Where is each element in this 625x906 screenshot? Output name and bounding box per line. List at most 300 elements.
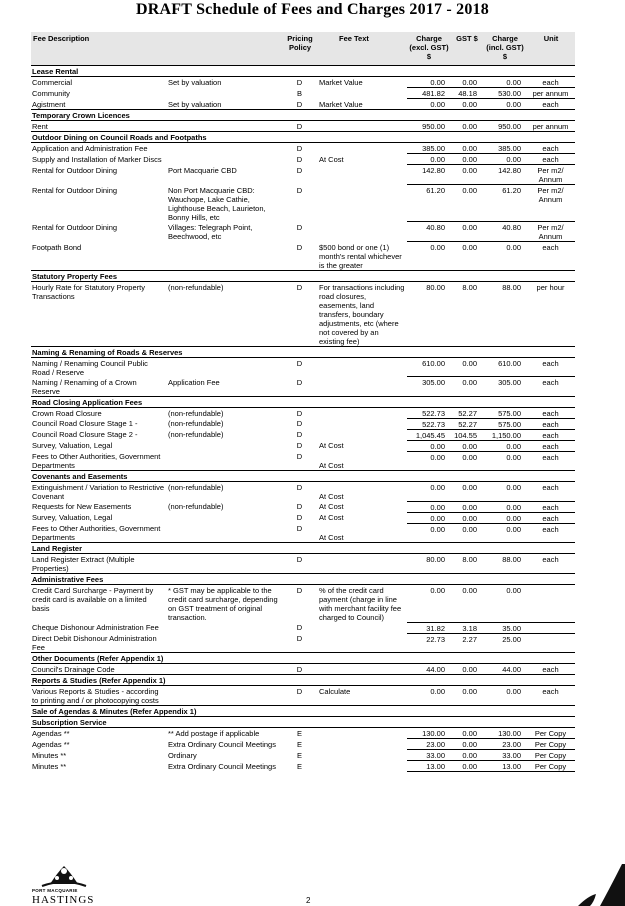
fee-description: Naming / Renaming of a Crown Reserve xyxy=(32,377,137,396)
charge-excl-gst: 1,045.45 xyxy=(407,429,451,440)
fee-description-detail xyxy=(167,143,285,154)
fee-text xyxy=(315,750,407,761)
gst-amount: 3.18 xyxy=(451,622,483,633)
unit: each xyxy=(527,429,575,440)
charge-excl-gst: 13.00 xyxy=(407,761,451,772)
gst-amount: 0.00 xyxy=(451,664,483,675)
fee-description: Hourly Rate for Statutory Property Transactions xyxy=(32,282,145,301)
fee-description: Extinguishment / Variation to Restrictive Covenant xyxy=(32,483,165,501)
unit: Per m2/ Annum xyxy=(527,165,575,185)
gst-amount: 48.18 xyxy=(451,88,483,99)
table-row xyxy=(31,622,575,633)
fee-description-detail: Port Macquarie CBD xyxy=(168,165,237,175)
pricing-policy: B xyxy=(297,88,303,98)
fee-description-detail xyxy=(167,622,285,633)
table-row xyxy=(31,418,575,429)
table-row xyxy=(31,482,575,502)
charge-excl-gst: 522.73 xyxy=(407,407,451,418)
charge-excl-gst: 481.82 xyxy=(407,88,451,99)
fee-description: Commercial xyxy=(32,78,73,87)
section-title: Naming & Renaming of Roads & Reserves xyxy=(31,346,575,357)
unit: each xyxy=(527,143,575,154)
table-row xyxy=(31,554,575,574)
pricing-policy: D xyxy=(296,513,303,522)
charge-excl-gst: 0.00 xyxy=(407,154,451,165)
unit: each xyxy=(527,418,575,429)
fee-description-detail: Ordinary xyxy=(168,750,197,760)
section-title: Subscription Service xyxy=(31,717,575,728)
fee-description-detail xyxy=(167,440,285,451)
fee-description: Minutes ** xyxy=(32,761,67,771)
gst-amount: 0.00 xyxy=(451,165,483,185)
table-row xyxy=(31,121,575,132)
pricing-policy: D xyxy=(296,242,303,252)
gst-amount: 0.00 xyxy=(451,761,483,772)
charge-incl-gst: 0.00 xyxy=(483,242,527,271)
fee-description: Requests for New Easements xyxy=(32,502,132,511)
page-title: DRAFT Schedule of Fees and Charges 2017 - 2018 xyxy=(136,1,489,18)
fee-description-detail xyxy=(167,686,285,706)
fee-text xyxy=(315,554,407,574)
charge-incl-gst: 23.00 xyxy=(483,739,527,750)
fee-text xyxy=(315,633,407,653)
charge-incl-gst: 35.00 xyxy=(483,622,527,633)
table-row xyxy=(31,222,575,242)
pricing-policy: D xyxy=(296,665,303,674)
table-row xyxy=(31,761,575,772)
pricing-policy: D xyxy=(296,377,303,387)
fee-text: $500 bond or one (1) month's rental whichever is the greater xyxy=(319,242,402,270)
fee-description-detail xyxy=(167,357,285,377)
unit xyxy=(527,585,575,623)
charge-excl-gst: 80.00 xyxy=(407,281,451,346)
charge-incl-gst: 575.00 xyxy=(483,407,527,418)
charge-incl-gst: 130.00 xyxy=(483,728,527,739)
gst-amount: 0.00 xyxy=(451,523,483,543)
table-row xyxy=(31,633,575,653)
council-logo xyxy=(28,862,98,906)
section-header-row xyxy=(31,706,575,717)
table-row xyxy=(31,377,575,397)
charge-excl-gst: 0.00 xyxy=(407,501,451,512)
charge-excl-gst: 22.73 xyxy=(407,633,451,653)
table-row xyxy=(31,512,575,523)
table-row xyxy=(31,165,575,185)
unit xyxy=(527,633,575,653)
charge-excl-gst: 142.80 xyxy=(407,165,451,185)
fee-description-detail xyxy=(167,512,285,523)
pricing-policy: D xyxy=(296,122,303,131)
unit: Per Copy xyxy=(527,728,575,739)
fee-text xyxy=(315,88,407,99)
fee-description: Land Register Extract (Multiple Properties) xyxy=(32,555,135,573)
fee-description: Rental for Outdoor Dining xyxy=(32,185,118,195)
charge-excl-gst: 0.00 xyxy=(407,242,451,271)
unit: each xyxy=(527,512,575,523)
unit: each xyxy=(527,664,575,675)
gst-amount: 0.00 xyxy=(451,121,483,132)
fee-text: For transactions including road closures, easements, land transfers, boundary adjustments, etc (where not covered by an existing fee) xyxy=(319,282,405,346)
gst-amount: 0.00 xyxy=(451,728,483,739)
section-title: Covenants and Easements xyxy=(31,471,575,482)
table-row xyxy=(31,154,575,165)
fee-description: Survey, Valuation, Legal xyxy=(32,441,113,450)
fee-description: Agendas ** xyxy=(32,739,70,749)
table-row xyxy=(31,357,575,377)
gst-amount: 8.00 xyxy=(451,281,483,346)
fee-description: Council Road Closure Stage 2 - xyxy=(32,430,138,439)
fee-description: Cheque Dishonour Administration Fee xyxy=(32,623,159,632)
unit: each xyxy=(527,482,575,502)
pricing-policy: D xyxy=(296,687,303,696)
gst-amount: 104.55 xyxy=(451,429,483,440)
gst-amount: 0.00 xyxy=(451,154,483,165)
gst-amount: 0.00 xyxy=(451,77,483,88)
charge-incl-gst: 1,150.00 xyxy=(483,429,527,440)
fee-description-detail: (non-refundable) xyxy=(168,483,224,492)
fee-text: At Cost xyxy=(319,441,344,450)
charge-excl-gst: 130.00 xyxy=(407,728,451,739)
charge-excl-gst: 0.00 xyxy=(407,77,451,88)
section-header-row xyxy=(31,717,575,728)
fee-description: Rental for Outdoor Dining xyxy=(32,222,118,232)
gst-amount: 52.27 xyxy=(451,407,483,418)
charge-excl-gst: 61.20 xyxy=(407,185,451,222)
charge-incl-gst: 0.00 xyxy=(483,77,527,88)
charge-incl-gst: 0.00 xyxy=(483,501,527,512)
fee-description-detail: * GST may be applicable to the credit card surcharge, depending on GST treatment of original transaction. xyxy=(168,586,278,622)
unit: per hour xyxy=(527,281,575,346)
table-row xyxy=(31,686,575,706)
fee-description: Various Reports & Studies - according to printing and / or photocopying costs xyxy=(32,687,159,705)
fee-description-detail: (non-refundable) xyxy=(168,419,224,428)
pricing-policy: D xyxy=(296,623,303,632)
fee-description: Naming / Renaming Council Public Road / Reserve xyxy=(32,358,148,377)
fee-description: Fees to Other Authorities, Government Departments xyxy=(32,524,161,542)
gst-amount: 0.00 xyxy=(451,377,483,397)
fees-table-body xyxy=(31,66,575,772)
unit xyxy=(527,622,575,633)
table-row xyxy=(31,739,575,750)
page-number: 2 xyxy=(306,896,311,905)
pricing-policy: D xyxy=(296,430,303,439)
fee-description: Minutes ** xyxy=(32,750,67,760)
charge-incl-gst: 0.00 xyxy=(483,99,527,110)
section-title: Lease Rental xyxy=(31,66,575,77)
gst-amount: 0.00 xyxy=(451,99,483,110)
charge-excl-gst: 80.00 xyxy=(407,554,451,574)
fee-description-detail xyxy=(167,664,285,675)
charge-incl-gst: 0.00 xyxy=(483,154,527,165)
gst-amount: 0.00 xyxy=(451,222,483,242)
fee-description-detail: (non-refundable) xyxy=(168,430,224,439)
fee-description-detail: Application Fee xyxy=(168,377,220,387)
charge-excl-gst: 0.00 xyxy=(407,512,451,523)
gst-amount: 0.00 xyxy=(451,482,483,502)
fee-description: Crown Road Closure xyxy=(32,408,102,418)
table-row xyxy=(31,664,575,675)
fee-description: Rental for Outdoor Dining xyxy=(32,165,118,175)
pricing-policy: D xyxy=(296,144,303,153)
table-row xyxy=(31,99,575,110)
charge-incl-gst: 0.00 xyxy=(483,482,527,502)
fee-text: At Cost xyxy=(319,533,344,542)
table-header-row xyxy=(31,32,575,66)
pricing-policy: E xyxy=(297,729,303,738)
section-header-row xyxy=(31,396,575,407)
pricing-policy: D xyxy=(296,99,303,109)
section-title: Other Documents (Refer Appendix 1) xyxy=(31,653,575,664)
fee-text xyxy=(315,739,407,750)
table-row xyxy=(31,281,575,346)
charge-excl-gst: 23.00 xyxy=(407,739,451,750)
fee-description: Council Road Closure Stage 1 - xyxy=(32,419,138,428)
section-header-row xyxy=(31,653,575,664)
fee-text xyxy=(315,664,407,675)
section-title: Reports & Studies (Refer Appendix 1) xyxy=(31,675,575,686)
fee-description: Supply and Installation of Marker Discs xyxy=(32,154,162,164)
fee-text xyxy=(315,377,407,397)
header-fee-description: Fee Description xyxy=(31,32,285,66)
fee-description-detail: (non-refundable) xyxy=(168,408,224,418)
pricing-policy: D xyxy=(296,282,303,292)
unit: Per Copy xyxy=(527,761,575,772)
table-row xyxy=(31,728,575,739)
logo-text-big: HASTINGS xyxy=(32,894,95,906)
charge-incl-gst: 88.00 xyxy=(483,281,527,346)
section-title: Administrative Fees xyxy=(31,574,575,585)
fee-description-detail xyxy=(167,121,285,132)
charge-excl-gst: 0.00 xyxy=(407,99,451,110)
section-title: Statutory Property Fees xyxy=(31,270,575,281)
charge-excl-gst: 44.00 xyxy=(407,664,451,675)
unit: each xyxy=(527,501,575,512)
charge-incl-gst: 610.00 xyxy=(483,357,527,377)
section-header-row xyxy=(31,270,575,281)
charge-incl-gst: 40.80 xyxy=(483,222,527,242)
fee-description-detail xyxy=(167,242,285,271)
fee-text: At Cost xyxy=(319,461,344,470)
fee-description-detail: ** Add postage if applicable xyxy=(168,729,260,738)
unit: each xyxy=(527,154,575,165)
charge-incl-gst: 25.00 xyxy=(483,633,527,653)
gst-amount: 0.00 xyxy=(451,242,483,271)
charge-excl-gst: 33.00 xyxy=(407,750,451,761)
header-unit: Unit xyxy=(527,32,575,66)
section-title: Outdoor Dining on Council Roads and Footpaths xyxy=(31,132,575,143)
gst-amount: 0.00 xyxy=(451,739,483,750)
fee-description: Direct Debit Dishonour Administration Fee xyxy=(32,634,157,652)
fee-description-detail: Set by valuation xyxy=(168,99,222,109)
charge-incl-gst: 0.00 xyxy=(483,523,527,543)
fee-description-detail: Set by valuation xyxy=(168,78,222,87)
unit: each xyxy=(527,242,575,271)
fee-text xyxy=(315,407,407,418)
table-row xyxy=(31,750,575,761)
charge-incl-gst: 950.00 xyxy=(483,121,527,132)
unit: each xyxy=(527,686,575,706)
fee-description-detail: (non-refundable) xyxy=(168,502,224,511)
pricing-policy: D xyxy=(296,441,303,450)
section-header-row xyxy=(31,574,575,585)
charge-excl-gst: 0.00 xyxy=(407,585,451,623)
fee-text: Calculate xyxy=(319,687,351,696)
charge-incl-gst: 0.00 xyxy=(483,585,527,623)
table-row xyxy=(31,440,575,451)
fee-text xyxy=(315,121,407,132)
charge-excl-gst: 0.00 xyxy=(407,686,451,706)
table-row xyxy=(31,88,575,99)
fee-text xyxy=(315,622,407,633)
unit: each xyxy=(527,77,575,88)
gst-amount: 0.00 xyxy=(451,440,483,451)
charge-incl-gst: 0.00 xyxy=(483,440,527,451)
table-row xyxy=(31,451,575,471)
fee-description: Agistment xyxy=(32,99,66,109)
unit: each xyxy=(527,554,575,574)
section-title: Land Register xyxy=(31,543,575,554)
header-fee-text: Fee Text xyxy=(315,32,407,66)
fee-text xyxy=(315,357,407,377)
unit: each xyxy=(527,377,575,397)
fee-description-detail: Villages: Telegraph Point, Beechwood, etc xyxy=(168,222,253,241)
charge-excl-gst: 40.80 xyxy=(407,222,451,242)
pricing-policy: E xyxy=(297,739,303,749)
section-header-row xyxy=(31,543,575,554)
charge-incl-gst: 61.20 xyxy=(483,185,527,222)
fee-text xyxy=(315,165,407,185)
charge-incl-gst: 0.00 xyxy=(483,451,527,471)
pricing-policy: D xyxy=(296,634,303,643)
gst-amount: 0.00 xyxy=(451,512,483,523)
fee-text xyxy=(315,761,407,772)
gst-amount: 2.27 xyxy=(451,633,483,653)
pricing-policy: D xyxy=(296,524,303,533)
charge-excl-gst: 0.00 xyxy=(407,482,451,502)
gst-amount: 0.00 xyxy=(451,686,483,706)
unit: Per m2/ Annum xyxy=(527,222,575,242)
fee-text: At Cost xyxy=(319,502,344,511)
unit: each xyxy=(527,357,575,377)
fee-description-detail: Non Port Macquarie CBD: Wauchope, Lake Cathie, Lighthouse Beach, Laurieton, Bonny Hills, etc xyxy=(168,185,266,222)
table-row xyxy=(31,523,575,543)
section-header-row xyxy=(31,66,575,77)
pricing-policy: D xyxy=(296,586,303,595)
fee-text xyxy=(315,222,407,242)
pricing-policy: D xyxy=(296,502,303,511)
section-title: Temporary Crown Licences xyxy=(31,110,575,121)
pricing-policy: D xyxy=(296,408,303,418)
unit: each xyxy=(527,99,575,110)
charge-excl-gst: 522.73 xyxy=(407,418,451,429)
table-row xyxy=(31,429,575,440)
fee-description: Application and Administration Fee xyxy=(32,144,148,153)
gst-amount: 0.00 xyxy=(451,451,483,471)
charge-incl-gst: 530.00 xyxy=(483,88,527,99)
pricing-policy: D xyxy=(296,358,303,368)
table-row xyxy=(31,143,575,154)
fee-description-detail: Extra Ordinary Council Meetings xyxy=(168,761,276,771)
header-pricing-policy: Pricing Policy xyxy=(285,32,315,66)
unit: Per m2/ Annum xyxy=(527,185,575,222)
fee-text: Market Value xyxy=(319,99,363,109)
gst-amount: 0.00 xyxy=(451,501,483,512)
charge-incl-gst: 385.00 xyxy=(483,143,527,154)
fee-description-detail: Extra Ordinary Council Meetings xyxy=(168,739,276,749)
pricing-policy: D xyxy=(296,452,303,461)
gst-amount: 8.00 xyxy=(451,554,483,574)
fee-description-detail: (non-refundable) xyxy=(168,282,224,292)
fee-text xyxy=(315,728,407,739)
fee-description-detail xyxy=(167,88,285,99)
charge-incl-gst: 0.00 xyxy=(483,686,527,706)
section-header-row xyxy=(31,132,575,143)
pricing-policy: D xyxy=(296,154,303,164)
gst-amount: 0.00 xyxy=(451,585,483,623)
charge-excl-gst: 305.00 xyxy=(407,377,451,397)
fee-description-detail xyxy=(167,451,285,471)
fee-text xyxy=(315,418,407,429)
fees-table xyxy=(31,32,575,772)
gst-amount: 0.00 xyxy=(451,185,483,222)
charge-excl-gst: 0.00 xyxy=(407,523,451,543)
fee-description: Fees to Other Authorities, Government Departments xyxy=(32,452,161,470)
table-row xyxy=(31,407,575,418)
logo-text-small: PORT MACQUARIE xyxy=(32,888,78,893)
fee-description: Credit Card Surcharge - Payment by credit card is available on a limited basis xyxy=(32,586,154,613)
pricing-policy: E xyxy=(297,750,303,760)
fee-description: Community xyxy=(32,88,70,98)
table-row xyxy=(31,185,575,222)
fee-description: Rent xyxy=(32,122,48,131)
charge-excl-gst: 0.00 xyxy=(407,440,451,451)
pricing-policy: D xyxy=(296,555,303,564)
charge-excl-gst: 385.00 xyxy=(407,143,451,154)
pricing-policy: D xyxy=(296,78,303,87)
fee-text xyxy=(315,185,407,222)
fee-description: Council's Drainage Code xyxy=(32,665,115,674)
gst-amount: 0.00 xyxy=(451,357,483,377)
fee-text: % of the credit card payment (charge in line with merchant facility fee charged to Council) xyxy=(319,586,402,622)
header-charge-incl-gst: Charge (incl. GST) $ xyxy=(483,32,527,66)
pricing-policy: E xyxy=(297,761,303,771)
gst-amount: 0.00 xyxy=(451,143,483,154)
charge-incl-gst: 33.00 xyxy=(483,750,527,761)
section-header-row xyxy=(31,675,575,686)
section-header-row xyxy=(31,346,575,357)
charge-excl-gst: 0.00 xyxy=(407,451,451,471)
fee-description-detail xyxy=(167,633,285,653)
charge-incl-gst: 44.00 xyxy=(483,664,527,675)
fee-description-detail xyxy=(167,154,285,165)
pricing-policy: D xyxy=(296,222,303,232)
fee-description: Agendas ** xyxy=(32,729,70,738)
charge-incl-gst: 13.00 xyxy=(483,761,527,772)
charge-incl-gst: 0.00 xyxy=(483,512,527,523)
fee-description-detail xyxy=(167,523,285,543)
charge-incl-gst: 142.80 xyxy=(483,165,527,185)
fee-description: Survey, Valuation, Legal xyxy=(32,513,113,522)
fee-text: At Cost xyxy=(319,513,344,522)
unit: each xyxy=(527,451,575,471)
charge-excl-gst: 610.00 xyxy=(407,357,451,377)
pricing-policy: D xyxy=(296,483,303,492)
pricing-policy: D xyxy=(296,185,303,195)
section-title: Road Closing Application Fees xyxy=(31,396,575,407)
table-row xyxy=(31,585,575,623)
unit: Per Copy xyxy=(527,739,575,750)
fee-text: Market Value xyxy=(319,78,363,87)
